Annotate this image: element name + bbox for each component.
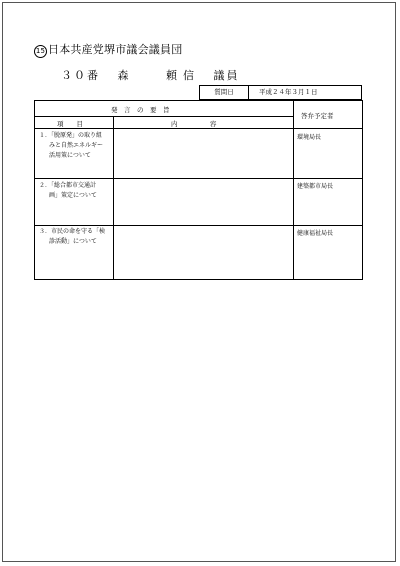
speaker-name-given: 頼信 <box>166 69 200 82</box>
row-1-item-line-3: 活用策について <box>49 152 91 159</box>
row-2-responder: 建築都市局長 <box>297 183 334 190</box>
row-1-item-line-1: １．「脱原発」の取り組 <box>39 132 103 139</box>
header-divider-2 <box>35 128 362 129</box>
row-3-item-line-2: 診活動」について <box>49 238 97 245</box>
circled-number: 15 <box>34 45 47 58</box>
row-2-item-line-2: 画」策定について <box>49 192 97 199</box>
question-date-box <box>199 85 362 100</box>
row-divider-1 <box>35 178 362 179</box>
row-3-item <box>39 227 111 247</box>
row-1-item-line-2: みと自然エネルギー <box>49 142 104 149</box>
question-date-label: 質問日 <box>200 86 249 99</box>
speaker-role: 議員 <box>213 69 240 82</box>
row-3-item-line-1: ３．市民の命を守る「検 <box>39 228 106 235</box>
header-item: 項 目 <box>57 120 83 128</box>
header-overview: 発 言 の 要 旨 <box>111 106 170 114</box>
question-date-value: 平成２４年３月１日 <box>259 88 318 96</box>
speech-summary-table <box>34 100 363 280</box>
speaker-line <box>61 67 240 83</box>
header-content: 内 容 <box>171 120 217 128</box>
row-2-item-line-1: ２．「総合都市交通計 <box>39 182 97 189</box>
speaker-name-family: 森 <box>117 69 129 82</box>
column-divider-item <box>113 117 114 280</box>
row-divider-2 <box>35 225 362 226</box>
row-2-item <box>39 181 111 201</box>
row-1-responder: 環境局長 <box>297 134 322 141</box>
header-divider-1 <box>35 116 293 117</box>
speaker-number: ３０番 <box>61 69 100 82</box>
faction-name: 日本共産党堺市議会議員団 <box>48 43 183 56</box>
header-responder: 答弁予定者 <box>301 112 334 120</box>
row-3-responder: 健康福祉局長 <box>297 230 334 237</box>
row-1-item <box>39 131 111 161</box>
faction-title <box>34 41 182 58</box>
